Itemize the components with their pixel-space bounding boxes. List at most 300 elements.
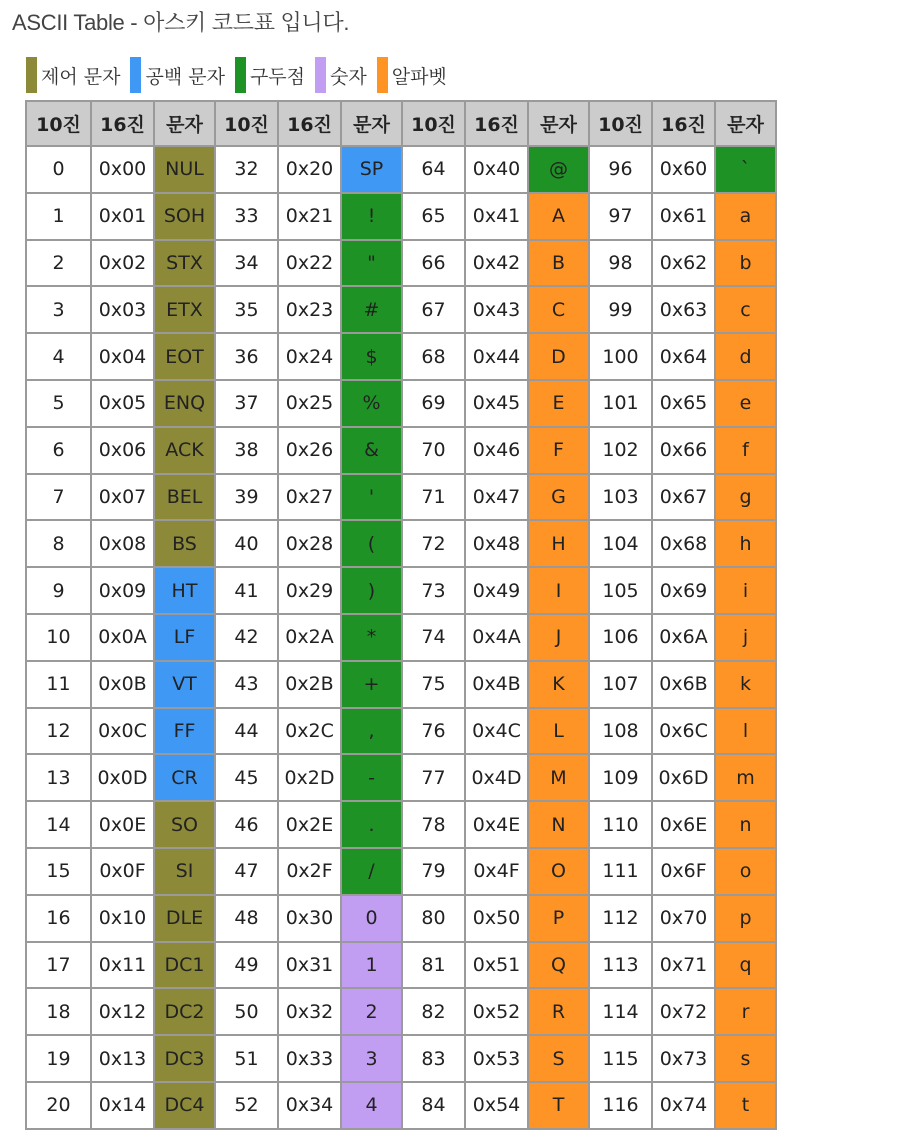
char-cell: C [528, 286, 589, 333]
decimal-cell: 45 [215, 754, 278, 801]
char-cell: DC3 [154, 1035, 215, 1082]
decimal-cell: 78 [402, 801, 465, 848]
hex-cell: 0x67 [652, 474, 715, 521]
hex-cell: 0x6E [652, 801, 715, 848]
char-cell: L [528, 708, 589, 755]
decimal-cell: 14 [26, 801, 91, 848]
legend-label: 알파벳 [391, 65, 447, 88]
char-cell: FF [154, 708, 215, 755]
hex-cell: 0x69 [652, 567, 715, 614]
hex-cell: 0x61 [652, 193, 715, 240]
column-header: 10진 [26, 101, 91, 146]
decimal-cell: 106 [589, 614, 652, 661]
legend-item [26, 57, 120, 93]
hex-cell: 0x13 [91, 1035, 154, 1082]
char-cell: 2 [341, 988, 402, 1035]
column-header: 10진 [589, 101, 652, 146]
char-cell: " [341, 240, 402, 287]
char-cell: DC1 [154, 942, 215, 989]
decimal-cell: 8 [26, 520, 91, 567]
hex-cell: 0x73 [652, 1035, 715, 1082]
hex-cell: 0x6B [652, 661, 715, 708]
char-cell: F [528, 427, 589, 474]
table-row [26, 1035, 776, 1082]
hex-cell: 0x2C [278, 708, 341, 755]
decimal-cell: 75 [402, 661, 465, 708]
decimal-cell: 11 [26, 661, 91, 708]
decimal-cell: 0 [26, 146, 91, 193]
char-cell: G [528, 474, 589, 521]
column-header: 문자 [715, 101, 776, 146]
hex-cell: 0x32 [278, 988, 341, 1035]
decimal-cell: 111 [589, 848, 652, 895]
legend-label: 구두점 [249, 65, 305, 88]
char-cell: O [528, 848, 589, 895]
decimal-cell: 20 [26, 1082, 91, 1129]
table-header-row [26, 101, 776, 146]
char-cell: R [528, 988, 589, 1035]
hex-cell: 0x64 [652, 333, 715, 380]
hex-cell: 0x0E [91, 801, 154, 848]
hex-cell: 0x45 [465, 380, 528, 427]
legend-swatch [130, 57, 141, 93]
decimal-cell: 2 [26, 240, 91, 287]
hex-cell: 0x50 [465, 895, 528, 942]
hex-cell: 0x29 [278, 567, 341, 614]
char-cell: T [528, 1082, 589, 1129]
decimal-cell: 46 [215, 801, 278, 848]
decimal-cell: 1 [26, 193, 91, 240]
decimal-cell: 77 [402, 754, 465, 801]
hex-cell: 0x42 [465, 240, 528, 287]
decimal-cell: 105 [589, 567, 652, 614]
decimal-cell: 97 [589, 193, 652, 240]
char-cell: l [715, 708, 776, 755]
decimal-cell: 16 [26, 895, 91, 942]
hex-cell: 0x24 [278, 333, 341, 380]
char-cell: % [341, 380, 402, 427]
decimal-cell: 115 [589, 1035, 652, 1082]
decimal-cell: 66 [402, 240, 465, 287]
table-row [26, 801, 776, 848]
legend-swatch [26, 57, 37, 93]
decimal-cell: 108 [589, 708, 652, 755]
char-cell: CR [154, 754, 215, 801]
column-header: 16진 [278, 101, 341, 146]
char-cell: / [341, 848, 402, 895]
decimal-cell: 38 [215, 427, 278, 474]
hex-cell: 0x4D [465, 754, 528, 801]
char-cell: 1 [341, 942, 402, 989]
decimal-cell: 51 [215, 1035, 278, 1082]
decimal-cell: 47 [215, 848, 278, 895]
hex-cell: 0x09 [91, 567, 154, 614]
hex-cell: 0x0D [91, 754, 154, 801]
char-cell: j [715, 614, 776, 661]
hex-cell: 0x26 [278, 427, 341, 474]
decimal-cell: 44 [215, 708, 278, 755]
table-row [26, 942, 776, 989]
decimal-cell: 104 [589, 520, 652, 567]
hex-cell: 0x08 [91, 520, 154, 567]
table-row [26, 520, 776, 567]
char-cell: Q [528, 942, 589, 989]
char-cell: s [715, 1035, 776, 1082]
page-title: ASCII Table - 아스키 코드표 입니다. [12, 10, 350, 35]
char-cell: b [715, 240, 776, 287]
table-row [26, 193, 776, 240]
char-cell: BS [154, 520, 215, 567]
char-cell: ACK [154, 427, 215, 474]
hex-cell: 0x49 [465, 567, 528, 614]
hex-cell: 0x02 [91, 240, 154, 287]
hex-cell: 0x6C [652, 708, 715, 755]
column-header: 10진 [215, 101, 278, 146]
decimal-cell: 65 [402, 193, 465, 240]
char-cell: q [715, 942, 776, 989]
hex-cell: 0x2A [278, 614, 341, 661]
decimal-cell: 10 [26, 614, 91, 661]
hex-cell: 0x51 [465, 942, 528, 989]
table-row [26, 286, 776, 333]
hex-cell: 0x40 [465, 146, 528, 193]
hex-cell: 0x0B [91, 661, 154, 708]
char-cell: 3 [341, 1035, 402, 1082]
char-cell: VT [154, 661, 215, 708]
char-cell: r [715, 988, 776, 1035]
hex-cell: 0x0C [91, 708, 154, 755]
decimal-cell: 70 [402, 427, 465, 474]
char-cell: STX [154, 240, 215, 287]
char-cell: DC4 [154, 1082, 215, 1129]
decimal-cell: 17 [26, 942, 91, 989]
char-cell: N [528, 801, 589, 848]
char-cell: . [341, 801, 402, 848]
char-cell: SO [154, 801, 215, 848]
char-cell: o [715, 848, 776, 895]
char-cell: h [715, 520, 776, 567]
hex-cell: 0x65 [652, 380, 715, 427]
char-cell: n [715, 801, 776, 848]
decimal-cell: 68 [402, 333, 465, 380]
hex-cell: 0x2D [278, 754, 341, 801]
decimal-cell: 100 [589, 333, 652, 380]
char-cell: p [715, 895, 776, 942]
table-row [26, 240, 776, 287]
column-header: 10진 [402, 101, 465, 146]
table-row [26, 848, 776, 895]
decimal-cell: 69 [402, 380, 465, 427]
decimal-cell: 113 [589, 942, 652, 989]
decimal-cell: 49 [215, 942, 278, 989]
decimal-cell: 102 [589, 427, 652, 474]
legend-label: 제어 문자 [41, 65, 121, 88]
hex-cell: 0x00 [91, 146, 154, 193]
char-cell: J [528, 614, 589, 661]
decimal-cell: 73 [402, 567, 465, 614]
hex-cell: 0x28 [278, 520, 341, 567]
decimal-cell: 50 [215, 988, 278, 1035]
decimal-cell: 98 [589, 240, 652, 287]
char-cell: ENQ [154, 380, 215, 427]
decimal-cell: 79 [402, 848, 465, 895]
decimal-cell: 114 [589, 988, 652, 1035]
decimal-cell: 33 [215, 193, 278, 240]
char-cell: SI [154, 848, 215, 895]
table-row [26, 146, 776, 193]
hex-cell: 0x31 [278, 942, 341, 989]
hex-cell: 0x6A [652, 614, 715, 661]
table-row [26, 708, 776, 755]
decimal-cell: 99 [589, 286, 652, 333]
char-cell: e [715, 380, 776, 427]
char-cell: M [528, 754, 589, 801]
hex-cell: 0x6D [652, 754, 715, 801]
hex-cell: 0x62 [652, 240, 715, 287]
decimal-cell: 40 [215, 520, 278, 567]
hex-cell: 0x11 [91, 942, 154, 989]
char-cell: ` [715, 146, 776, 193]
column-header: 16진 [465, 101, 528, 146]
char-cell: f [715, 427, 776, 474]
decimal-cell: 109 [589, 754, 652, 801]
hex-cell: 0x21 [278, 193, 341, 240]
decimal-cell: 80 [402, 895, 465, 942]
char-cell: ! [341, 193, 402, 240]
table-row [26, 380, 776, 427]
decimal-cell: 48 [215, 895, 278, 942]
decimal-cell: 74 [402, 614, 465, 661]
hex-cell: 0x43 [465, 286, 528, 333]
hex-cell: 0x33 [278, 1035, 341, 1082]
decimal-cell: 18 [26, 988, 91, 1035]
hex-cell: 0x0A [91, 614, 154, 661]
legend-swatch [315, 57, 326, 93]
char-cell: ( [341, 520, 402, 567]
table-row [26, 427, 776, 474]
hex-cell: 0x4C [465, 708, 528, 755]
hex-cell: 0x34 [278, 1082, 341, 1129]
decimal-cell: 34 [215, 240, 278, 287]
hex-cell: 0x05 [91, 380, 154, 427]
hex-cell: 0x4A [465, 614, 528, 661]
char-cell: + [341, 661, 402, 708]
char-cell: HT [154, 567, 215, 614]
decimal-cell: 5 [26, 380, 91, 427]
char-cell: S [528, 1035, 589, 1082]
decimal-cell: 4 [26, 333, 91, 380]
char-cell: DLE [154, 895, 215, 942]
char-cell: i [715, 567, 776, 614]
hex-cell: 0x25 [278, 380, 341, 427]
decimal-cell: 42 [215, 614, 278, 661]
column-header: 문자 [341, 101, 402, 146]
decimal-cell: 110 [589, 801, 652, 848]
hex-cell: 0x4E [465, 801, 528, 848]
char-cell: SOH [154, 193, 215, 240]
decimal-cell: 41 [215, 567, 278, 614]
char-cell: DC2 [154, 988, 215, 1035]
decimal-cell: 13 [26, 754, 91, 801]
decimal-cell: 81 [402, 942, 465, 989]
decimal-cell: 112 [589, 895, 652, 942]
table-row [26, 614, 776, 661]
hex-cell: 0x53 [465, 1035, 528, 1082]
decimal-cell: 12 [26, 708, 91, 755]
hex-cell: 0x52 [465, 988, 528, 1035]
column-header: 문자 [154, 101, 215, 146]
legend-swatch [377, 57, 388, 93]
char-cell: D [528, 333, 589, 380]
hex-cell: 0x22 [278, 240, 341, 287]
char-cell: @ [528, 146, 589, 193]
decimal-cell: 7 [26, 474, 91, 521]
hex-cell: 0x2B [278, 661, 341, 708]
decimal-cell: 9 [26, 567, 91, 614]
hex-cell: 0x2F [278, 848, 341, 895]
decimal-cell: 3 [26, 286, 91, 333]
hex-cell: 0x44 [465, 333, 528, 380]
char-cell: $ [341, 333, 402, 380]
char-cell: 4 [341, 1082, 402, 1129]
hex-cell: 0x06 [91, 427, 154, 474]
hex-cell: 0x66 [652, 427, 715, 474]
char-cell: B [528, 240, 589, 287]
decimal-cell: 72 [402, 520, 465, 567]
hex-cell: 0x63 [652, 286, 715, 333]
table-row [26, 895, 776, 942]
decimal-cell: 101 [589, 380, 652, 427]
decimal-cell: 52 [215, 1082, 278, 1129]
char-cell: LF [154, 614, 215, 661]
ascii-table [25, 100, 777, 1130]
decimal-cell: 43 [215, 661, 278, 708]
hex-cell: 0x30 [278, 895, 341, 942]
decimal-cell: 96 [589, 146, 652, 193]
char-cell: E [528, 380, 589, 427]
char-cell: # [341, 286, 402, 333]
legend-label: 숫자 [330, 65, 367, 88]
char-cell: c [715, 286, 776, 333]
hex-cell: 0x70 [652, 895, 715, 942]
table-row [26, 988, 776, 1035]
char-cell: * [341, 614, 402, 661]
decimal-cell: 103 [589, 474, 652, 521]
table-row [26, 474, 776, 521]
hex-cell: 0x60 [652, 146, 715, 193]
legend-item [377, 57, 447, 93]
decimal-cell: 84 [402, 1082, 465, 1129]
decimal-cell: 67 [402, 286, 465, 333]
hex-cell: 0x0F [91, 848, 154, 895]
char-cell: t [715, 1082, 776, 1129]
hex-cell: 0x4F [465, 848, 528, 895]
char-cell: g [715, 474, 776, 521]
hex-cell: 0x54 [465, 1082, 528, 1129]
hex-cell: 0x10 [91, 895, 154, 942]
hex-cell: 0x23 [278, 286, 341, 333]
hex-cell: 0x4B [465, 661, 528, 708]
decimal-cell: 36 [215, 333, 278, 380]
decimal-cell: 76 [402, 708, 465, 755]
char-cell: NUL [154, 146, 215, 193]
column-header: 16진 [652, 101, 715, 146]
table-row [26, 661, 776, 708]
hex-cell: 0x20 [278, 146, 341, 193]
hex-cell: 0x14 [91, 1082, 154, 1129]
table-row [26, 567, 776, 614]
legend-item [315, 57, 367, 93]
char-cell: ETX [154, 286, 215, 333]
decimal-cell: 71 [402, 474, 465, 521]
hex-cell: 0x74 [652, 1082, 715, 1129]
char-cell: m [715, 754, 776, 801]
legend-swatch [235, 57, 246, 93]
char-cell: , [341, 708, 402, 755]
hex-cell: 0x72 [652, 988, 715, 1035]
char-cell: H [528, 520, 589, 567]
char-cell: ) [341, 567, 402, 614]
char-cell: & [341, 427, 402, 474]
char-cell: k [715, 661, 776, 708]
hex-cell: 0x68 [652, 520, 715, 567]
char-cell: BEL [154, 474, 215, 521]
decimal-cell: 116 [589, 1082, 652, 1129]
legend-label: 공백 문자 [145, 65, 225, 88]
hex-cell: 0x71 [652, 942, 715, 989]
decimal-cell: 6 [26, 427, 91, 474]
hex-cell: 0x6F [652, 848, 715, 895]
decimal-cell: 35 [215, 286, 278, 333]
decimal-cell: 32 [215, 146, 278, 193]
table-row [26, 754, 776, 801]
char-cell: - [341, 754, 402, 801]
column-header: 문자 [528, 101, 589, 146]
char-cell: A [528, 193, 589, 240]
table-row [26, 333, 776, 380]
char-cell: SP [341, 146, 402, 193]
hex-cell: 0x01 [91, 193, 154, 240]
char-cell: a [715, 193, 776, 240]
hex-cell: 0x07 [91, 474, 154, 521]
legend-item [130, 57, 224, 93]
char-cell: K [528, 661, 589, 708]
decimal-cell: 64 [402, 146, 465, 193]
char-cell: 0 [341, 895, 402, 942]
hex-cell: 0x46 [465, 427, 528, 474]
hex-cell: 0x41 [465, 193, 528, 240]
char-cell: d [715, 333, 776, 380]
decimal-cell: 19 [26, 1035, 91, 1082]
hex-cell: 0x47 [465, 474, 528, 521]
legend [26, 56, 457, 94]
legend-item [235, 57, 305, 93]
hex-cell: 0x03 [91, 286, 154, 333]
decimal-cell: 107 [589, 661, 652, 708]
char-cell: I [528, 567, 589, 614]
char-cell: ' [341, 474, 402, 521]
hex-cell: 0x04 [91, 333, 154, 380]
table-row [26, 1082, 776, 1129]
char-cell: EOT [154, 333, 215, 380]
hex-cell: 0x48 [465, 520, 528, 567]
decimal-cell: 39 [215, 474, 278, 521]
column-header: 16진 [91, 101, 154, 146]
hex-cell: 0x27 [278, 474, 341, 521]
decimal-cell: 15 [26, 848, 91, 895]
decimal-cell: 82 [402, 988, 465, 1035]
hex-cell: 0x12 [91, 988, 154, 1035]
